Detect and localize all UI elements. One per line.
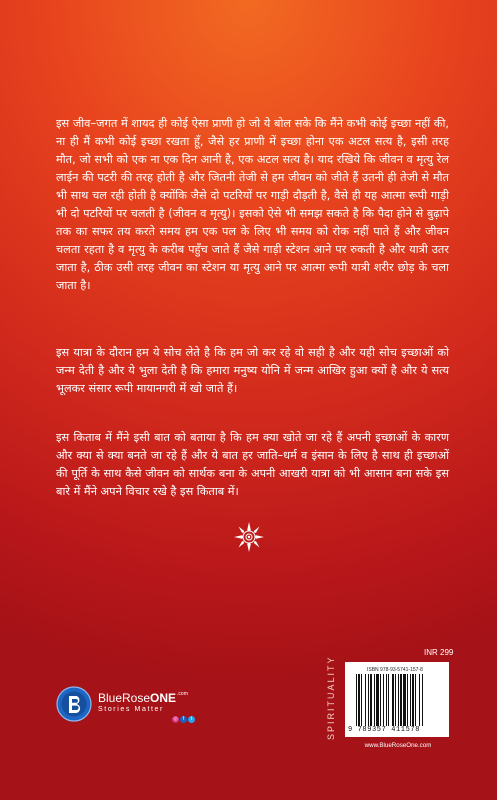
facebook-icon[interactable]: f: [180, 716, 187, 723]
genre-label: SPIRITUALITY: [326, 655, 336, 740]
social-icons: [172, 716, 195, 723]
publisher-name-main: BlueRose: [98, 691, 151, 705]
website-link[interactable]: www.BlueRoseOne.com: [364, 742, 432, 749]
publisher-tagline: Stories Matter: [98, 706, 164, 713]
bluerose-logo-icon: [56, 686, 92, 722]
instagram-icon[interactable]: ◎: [173, 716, 178, 722]
publisher-name-suffix: .com: [177, 691, 188, 697]
publisher-name: [98, 691, 188, 705]
blurb-paragraph-1: इस जीव–जगत में शायद ही कोई ऐसा प्राणी हो जो ये बोल सके कि मैंने कभी कोई इच्छा नहीं की, ना ही मैं कभी कोई इच्छा रखता हूँ, जैसे हर प्राणी में इच्छा होना एक अटल सत्य है, इसी तरह मौत, जो सभी को एक ना एक दिन आनी है, एक अटल सत्य है। याद रखिये कि जीवन व मृत्यु रेल लाईन की पटरी की तरह होती है और जितनी तेजी से हम जीवन को जीते हैं उतनी ही तेजी से मौत भी साथ चल रही होती है क्योंकि जैसे दो पटरियों पर गाड़ी दौड़ती है, वैसे ही यह आत्मा रूपी गाड़ी भी दो पटरियों पर चलती है (जीवन व मृत्यु)। इसको ऐसे भी समझ सकते है कि पैदा होने से बुढ़ापे तक का सफर तय करते समय हम एक पल के लिए भी समय को रोक नहीं पाते हैं और जीवन चलता रहता है व मृत्यु के करीब पहुँच जाते हैं जैसे गाड़ी स्टेशन आने पर रुकती है और यात्री उतर जाता है, ठीक उसी तरह जीवन का स्टेशन या मृत्यु आने पर आत्मा रूपी यात्री शरीर छोड़ के चला जाता है।: [56, 117, 449, 292]
barcode-block: [345, 662, 449, 737]
price-label: INR 299: [424, 648, 454, 657]
barcode-icon: [355, 674, 443, 726]
blurb-paragraph-2: इस यात्रा के दौरान हम ये सोच लेते है कि हम जो कर रहे वो सही है और यही सोच इच्छाओं को जन्म देती है और ये भुला देती है कि हमारा मनुष्य योनि में जन्म आखिर हुआ क्यों है और ये सत्य भूलकर संसार रूपी मायानगरी में खो जाते हैं।: [56, 346, 449, 395]
blurb-paragraph-3: इस किताब में मैंने इसी बात को बताया है कि हम क्या खोते जा रहे हैं अपनी इच्छाओं के कारण और क्या से क्या बनते जा रहे हैं और ये बात हर जाति–धर्म व इंसान के लिए है साथ ही इच्छाओं की पूर्ति के साथ कैसे जीवन को सार्थक बना के अपनी आखरी यात्रा को भी आसान बना सके इस बारे में मैंने अपने विचार रखे है इस किताब में।: [56, 431, 449, 498]
twitter-icon[interactable]: t: [188, 716, 195, 723]
isbn-label: ISBN 978-93-5741-157-8: [367, 667, 423, 673]
publisher-name-bold: ONE: [150, 691, 177, 705]
floral-divider-icon: [234, 522, 264, 552]
isbn-digits: 9 789357 411578: [348, 726, 421, 734]
